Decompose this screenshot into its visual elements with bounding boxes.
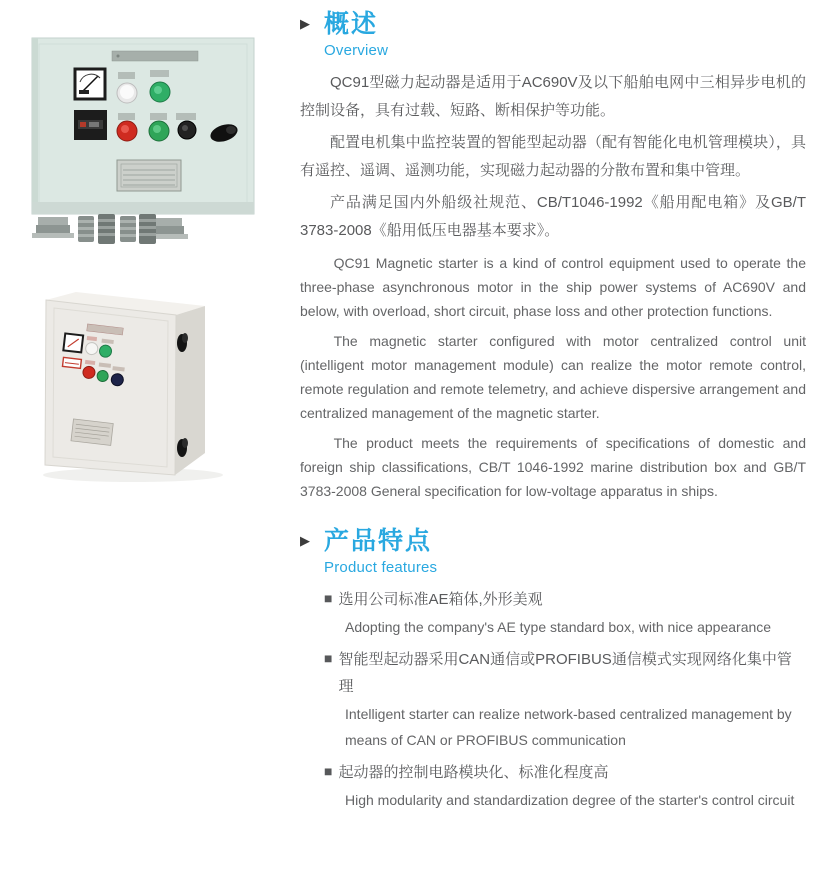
label-screw: [117, 55, 120, 58]
cabinet-front-illustration: [26, 34, 266, 252]
overview-paragraph-en: The product meets the requirements of specifications of domestic and foreign ship classifications, CB/T 1046-1992 marine distribution box and GB/T 3783-2008 General specification for low-voltage apparatus in ships.: [300, 434, 806, 499]
feature-cn-line: [324, 586, 806, 613]
features-title-cn: 产品特点: [324, 526, 433, 555]
content-column: [300, 10, 806, 819]
indicator-lamp-green: [150, 82, 170, 102]
indicator-lamp-white: [117, 83, 137, 103]
cabinet-bottom-edge: [32, 202, 254, 214]
overview-paragraph-cn: 配置电机集中监控装置的智能型起动器（配有智能化电机管理模块），具有遥控、遥调、遥测功能，实现磁力起动器的分散布置和集中管理。: [300, 133, 806, 179]
overview-body: [300, 69, 806, 503]
features-list: [300, 586, 806, 813]
cabinet-front-face: [45, 300, 176, 475]
nameplate: [117, 160, 181, 191]
feature-cn-line: [324, 759, 806, 786]
overview-title-en: Overview: [324, 41, 389, 59]
product-photo-angle: [38, 270, 250, 493]
overview-header: [300, 10, 806, 59]
features-header: [300, 527, 806, 576]
feature-item: [324, 646, 806, 753]
cable-glands: [78, 214, 156, 244]
circuit-breaker: [74, 110, 107, 140]
ammeter: [75, 69, 105, 99]
product-photo-front: [26, 34, 266, 257]
feature-item: [324, 759, 806, 813]
nameplate: [71, 419, 113, 445]
button-tag: [118, 113, 135, 120]
red-label-plate: [62, 357, 81, 368]
feature-en-text: High modularity and standardization degree of the starter's control circuit: [345, 791, 795, 808]
overview-paragraph-cn: QC91型磁力起动器是适用于AC690V及以下船舶电网中三相异步电机的控制设备，具有过载、短路、断相保护等功能。: [300, 73, 806, 119]
overview-title-cn: 概述: [324, 10, 379, 38]
push-button-black: [178, 121, 196, 139]
feature-item: [324, 586, 806, 640]
cabinet-angle-illustration: [38, 270, 250, 488]
overview-paragraph-en: The magnetic starter configured with motor centralized control unit (intelligent motor management module) can realize the motor remote control, remote regulation and remote telemetry, and achieve dispersive arrangement and centralized management of the magnetic starter.: [300, 332, 806, 421]
top-label-plate: [112, 51, 198, 61]
section-features: [300, 527, 806, 813]
ammeter: [63, 333, 83, 352]
overview-paragraph-en: QC91 Magnetic starter is a kind of control equipment used to operate the three-phase asynchronous motor in the ship power systems of AC690V and below, with overload, short circuit, phase loss and other protection functions.: [300, 254, 806, 319]
section-marker-icon: ▶: [300, 532, 310, 548]
button-tag: [176, 113, 196, 120]
overview-paragraph-cn: 产品满足国内外船级社规范、CB/T1046-1992《船用配电箱》及GB/T 3783-2008《船用低压电器基本要求》。: [300, 193, 806, 239]
section-overview: [300, 10, 806, 503]
feature-en-text: Adopting the company's AE type standard box, with nice appearance: [345, 618, 772, 635]
push-button-green: [149, 121, 169, 141]
features-title-en: Product features: [324, 558, 438, 576]
cabinet-left-shade: [32, 38, 38, 214]
button-tag: [150, 113, 167, 120]
feature-cn-text: 起动器的控制电路模块化、标准化程度高: [338, 763, 609, 781]
mounting-foot-left: [32, 217, 74, 238]
feature-cn-text: 智能型起动器采用CAN通信或PROFIBUS通信模式实现网络化集中管理: [338, 650, 792, 695]
feature-bullet-icon: ■: [324, 589, 333, 606]
lamp-tag: [150, 70, 169, 77]
section-marker-icon: ▶: [300, 16, 310, 31]
push-button-red: [117, 121, 137, 141]
lamp-tag: [118, 72, 135, 79]
feature-bullet-icon: ■: [324, 649, 333, 666]
feature-en-text: Intelligent starter can realize network-based centralized management by means of CAN or PROFIBUS communication: [345, 705, 792, 748]
feature-cn-text: 选用公司标准AE箱体,外形美观: [338, 590, 543, 608]
feature-bullet-icon: ■: [324, 762, 333, 779]
feature-cn-line: [324, 646, 806, 700]
